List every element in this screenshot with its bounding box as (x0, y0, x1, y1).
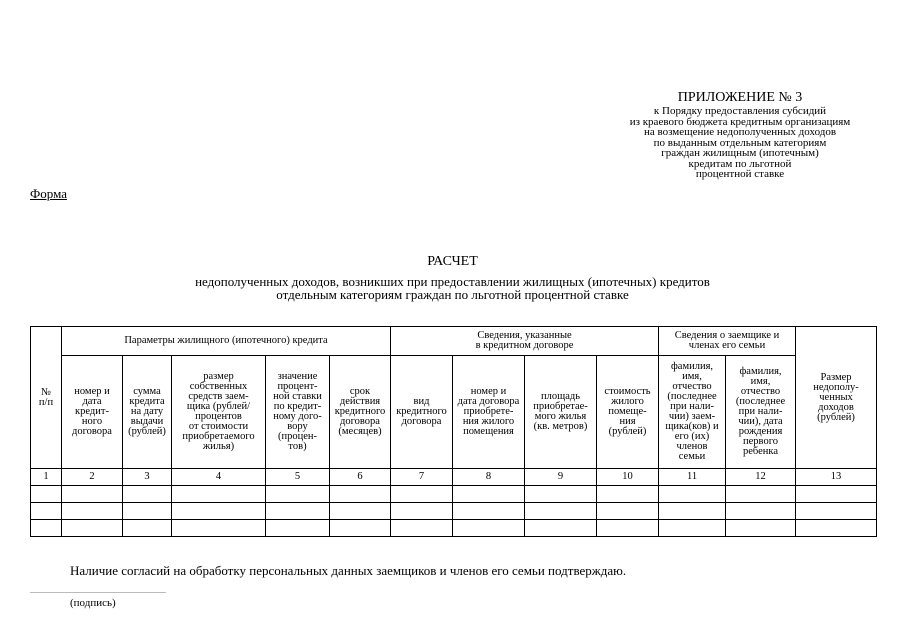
column-header-3 (123, 356, 172, 469)
table-cell[interactable] (659, 520, 726, 537)
text-line: вид (413, 396, 430, 407)
text-line: первого (743, 436, 778, 447)
table-cell[interactable] (266, 486, 330, 503)
text-line: Сведения о заемщике и (674, 330, 780, 341)
text-line: договора (340, 416, 380, 427)
text-line: площадь (541, 391, 580, 402)
table-cell[interactable] (172, 503, 266, 520)
text-line: от стоимости (188, 421, 249, 432)
column-number-cell: 8 (453, 469, 525, 486)
table-cell[interactable] (330, 503, 391, 520)
text-line: жилого (611, 396, 644, 407)
text-line: ния (619, 416, 636, 427)
text-line: фамилия, (670, 361, 714, 372)
text-line: членах его семьи (688, 340, 766, 351)
table-cell[interactable] (525, 486, 597, 503)
text-line: приобрете- (463, 406, 514, 417)
text-line: из краевого бюджета кредитным организациям (629, 115, 851, 128)
table-cell[interactable] (31, 520, 62, 537)
text-line: приобретае- (533, 401, 588, 412)
text-line: его (их) (674, 431, 710, 442)
text-line: размер (203, 371, 234, 382)
column-number-cell: 2 (62, 469, 123, 486)
text-line: ной ставки (273, 391, 322, 402)
table-cell[interactable] (796, 486, 877, 503)
text-line: дата договора (457, 396, 520, 407)
column-number-cell: 11 (659, 469, 726, 486)
text-line: номер и (74, 386, 110, 397)
table-row (31, 520, 877, 537)
text-line: сумма (133, 386, 161, 397)
column-header-12 (726, 356, 796, 469)
text-line: (месяцев) (338, 426, 382, 437)
text-line: жилья) (202, 441, 235, 452)
text-line: договора (72, 426, 112, 437)
appendix-heading: ПРИЛОЖЕНИЕ № 3 (677, 90, 803, 105)
table-cell[interactable] (796, 520, 877, 537)
table-cell[interactable] (391, 486, 453, 503)
table-cell[interactable] (330, 486, 391, 503)
table-cell[interactable] (597, 503, 659, 520)
signature-line (30, 592, 166, 593)
text-line: по выданным отдельным категориям (653, 136, 827, 149)
text-line: (последнее (735, 396, 786, 407)
table-cell[interactable] (659, 503, 726, 520)
appendix-block (590, 90, 890, 180)
text-line: в кредитном договоре (475, 340, 574, 351)
text-line: процент- (277, 381, 318, 392)
text-line: чии) заем- (668, 411, 716, 422)
text-line: на дату (130, 406, 164, 417)
group-header-credit-params (62, 327, 391, 356)
table-cell[interactable] (726, 503, 796, 520)
text-line: (рублей) (608, 426, 647, 437)
signature-label: (подпись) (70, 597, 116, 609)
column-number-cell: 4 (172, 469, 266, 486)
table-cell[interactable] (123, 520, 172, 537)
text-line: имя, (682, 371, 702, 382)
text-line: средств заем- (188, 391, 249, 402)
table-cell[interactable] (266, 503, 330, 520)
text-line: процентной ставке (695, 168, 785, 180)
text-line: Размер (820, 371, 852, 383)
text-line: (последнее (667, 391, 717, 402)
table-cell[interactable] (330, 520, 391, 537)
text-line: семьи (678, 451, 706, 462)
text-line: ния жилого (462, 416, 515, 427)
column-number-cell: 10 (597, 469, 659, 486)
text-line: (рублей) (817, 411, 855, 423)
column-header-10 (597, 356, 659, 469)
table-cell[interactable] (62, 520, 123, 537)
table-cell[interactable] (266, 520, 330, 537)
text-line: граждан жилищным (ипотечным) (661, 147, 819, 159)
text-line: отчество (672, 381, 712, 392)
group-header-borrower-info (659, 327, 796, 356)
column-number-cell: 5 (266, 469, 330, 486)
text-line: к Порядку предоставления субсидий (653, 105, 827, 117)
column-header-13 (796, 327, 877, 469)
table-cell[interactable] (726, 520, 796, 537)
table-cell[interactable] (659, 486, 726, 503)
text-line: мого жилья (534, 411, 587, 422)
text-line: ченных (819, 391, 853, 403)
table-cell[interactable] (726, 486, 796, 503)
text-line: рождения (738, 426, 783, 437)
column-number-cell: 3 (123, 469, 172, 486)
document-title: РАСЧЕТ (427, 254, 478, 269)
table-cell[interactable] (453, 486, 525, 503)
text-line: приобретаемого (182, 431, 255, 442)
column-number-cell: 1 (31, 469, 62, 486)
column-header-4 (172, 356, 266, 469)
text-line: при нали- (670, 401, 714, 412)
table-cell[interactable] (31, 486, 62, 503)
text-line: помеще- (608, 406, 647, 417)
text-line: кредит- (75, 406, 109, 417)
text-line: ребенка (743, 446, 779, 457)
text-line: помещения (463, 426, 514, 437)
text-line: тов) (288, 441, 307, 452)
text-line: стоимость (604, 386, 651, 397)
text-line: имя, (750, 376, 771, 387)
form-label: Форма (30, 186, 67, 201)
table-row (31, 503, 877, 520)
table-row (31, 486, 877, 503)
table-cell[interactable] (123, 503, 172, 520)
column-header-9 (525, 356, 597, 469)
appendix-lines (590, 106, 890, 180)
text-line: (рублей) (128, 426, 166, 437)
text-line: номер и (470, 386, 507, 397)
text-line: договора (401, 416, 442, 427)
column-number-cell: 6 (330, 469, 391, 486)
table-cell[interactable] (62, 503, 123, 520)
subtitle-line: недополученных доходов, возникших при предоставлении жилищных (ипотечных) кредитов (195, 274, 710, 289)
row-number-header: № п/п (31, 327, 62, 469)
column-header-6 (330, 356, 391, 469)
table-cell[interactable] (123, 486, 172, 503)
table-cell[interactable] (172, 486, 266, 503)
table-cell[interactable] (391, 520, 453, 537)
text-line: процентов (195, 411, 242, 422)
consent-statement: Наличие согласий на обработку персональных данных заемщиков и членов его семьи подтверждаю. (70, 563, 627, 578)
column-header-8 (453, 356, 525, 469)
text-line: членов (676, 441, 708, 452)
column-header-2 (62, 356, 123, 469)
text-line: значение (277, 371, 318, 382)
text-line: Параметры жилищного (ипотечного) кредита (124, 335, 328, 346)
text-line: дата (82, 396, 102, 407)
column-number-cell: 7 (391, 469, 453, 486)
text-line: щика (рублей/ (186, 401, 251, 412)
text-line: ному дого- (273, 411, 322, 422)
text-line: собственных (189, 381, 248, 392)
text-line: по кредит- (273, 401, 322, 412)
text-line: недополу- (813, 381, 859, 393)
column-number-cell: 9 (525, 469, 597, 486)
document-subtitle (0, 275, 905, 301)
text-line: кредитного (334, 406, 386, 417)
table-cell[interactable] (391, 503, 453, 520)
text-line: Сведения, указанные (477, 330, 572, 341)
column-header-7 (391, 356, 453, 469)
column-header-5 (266, 356, 330, 469)
text-line: кредита (129, 396, 165, 407)
text-line: ного (81, 416, 103, 427)
subtitle-line: отдельным категориям граждан по льготной процентной ставке (276, 287, 629, 302)
table-cell[interactable] (796, 503, 877, 520)
text-line: кредитного (396, 406, 447, 417)
text-line: щика(ков) и (665, 421, 719, 432)
table-cell[interactable] (597, 486, 659, 503)
text-line: отчество (740, 386, 781, 397)
text-line: вору (287, 421, 308, 432)
text-line: (процен- (277, 431, 317, 442)
text-line: доходов (818, 401, 854, 413)
text-line: выдачи (130, 416, 164, 427)
table-cell[interactable] (62, 486, 123, 503)
table-cell[interactable] (31, 503, 62, 520)
text-line: чии), дата (738, 416, 783, 427)
table-cell[interactable] (525, 503, 597, 520)
text-line: действия (339, 396, 381, 407)
text-line: при нали- (738, 406, 783, 417)
column-number-cell: 13 (796, 469, 877, 486)
text-line: фамилия, (739, 366, 782, 377)
text-line: (кв. метров) (533, 421, 588, 432)
table-cell[interactable] (597, 520, 659, 537)
text-line: кредитам по льготной (688, 157, 792, 170)
text-line: на возмещение недополученных доходов (643, 126, 837, 138)
table-cell[interactable] (172, 520, 266, 537)
table-cell[interactable] (525, 520, 597, 537)
column-number-cell: 12 (726, 469, 796, 486)
group-header-contract-info (391, 327, 659, 356)
calculation-table (30, 326, 877, 537)
column-header-11 (659, 356, 726, 469)
text-line: срок (349, 386, 371, 397)
table-cell[interactable] (453, 503, 525, 520)
table-cell[interactable] (453, 520, 525, 537)
